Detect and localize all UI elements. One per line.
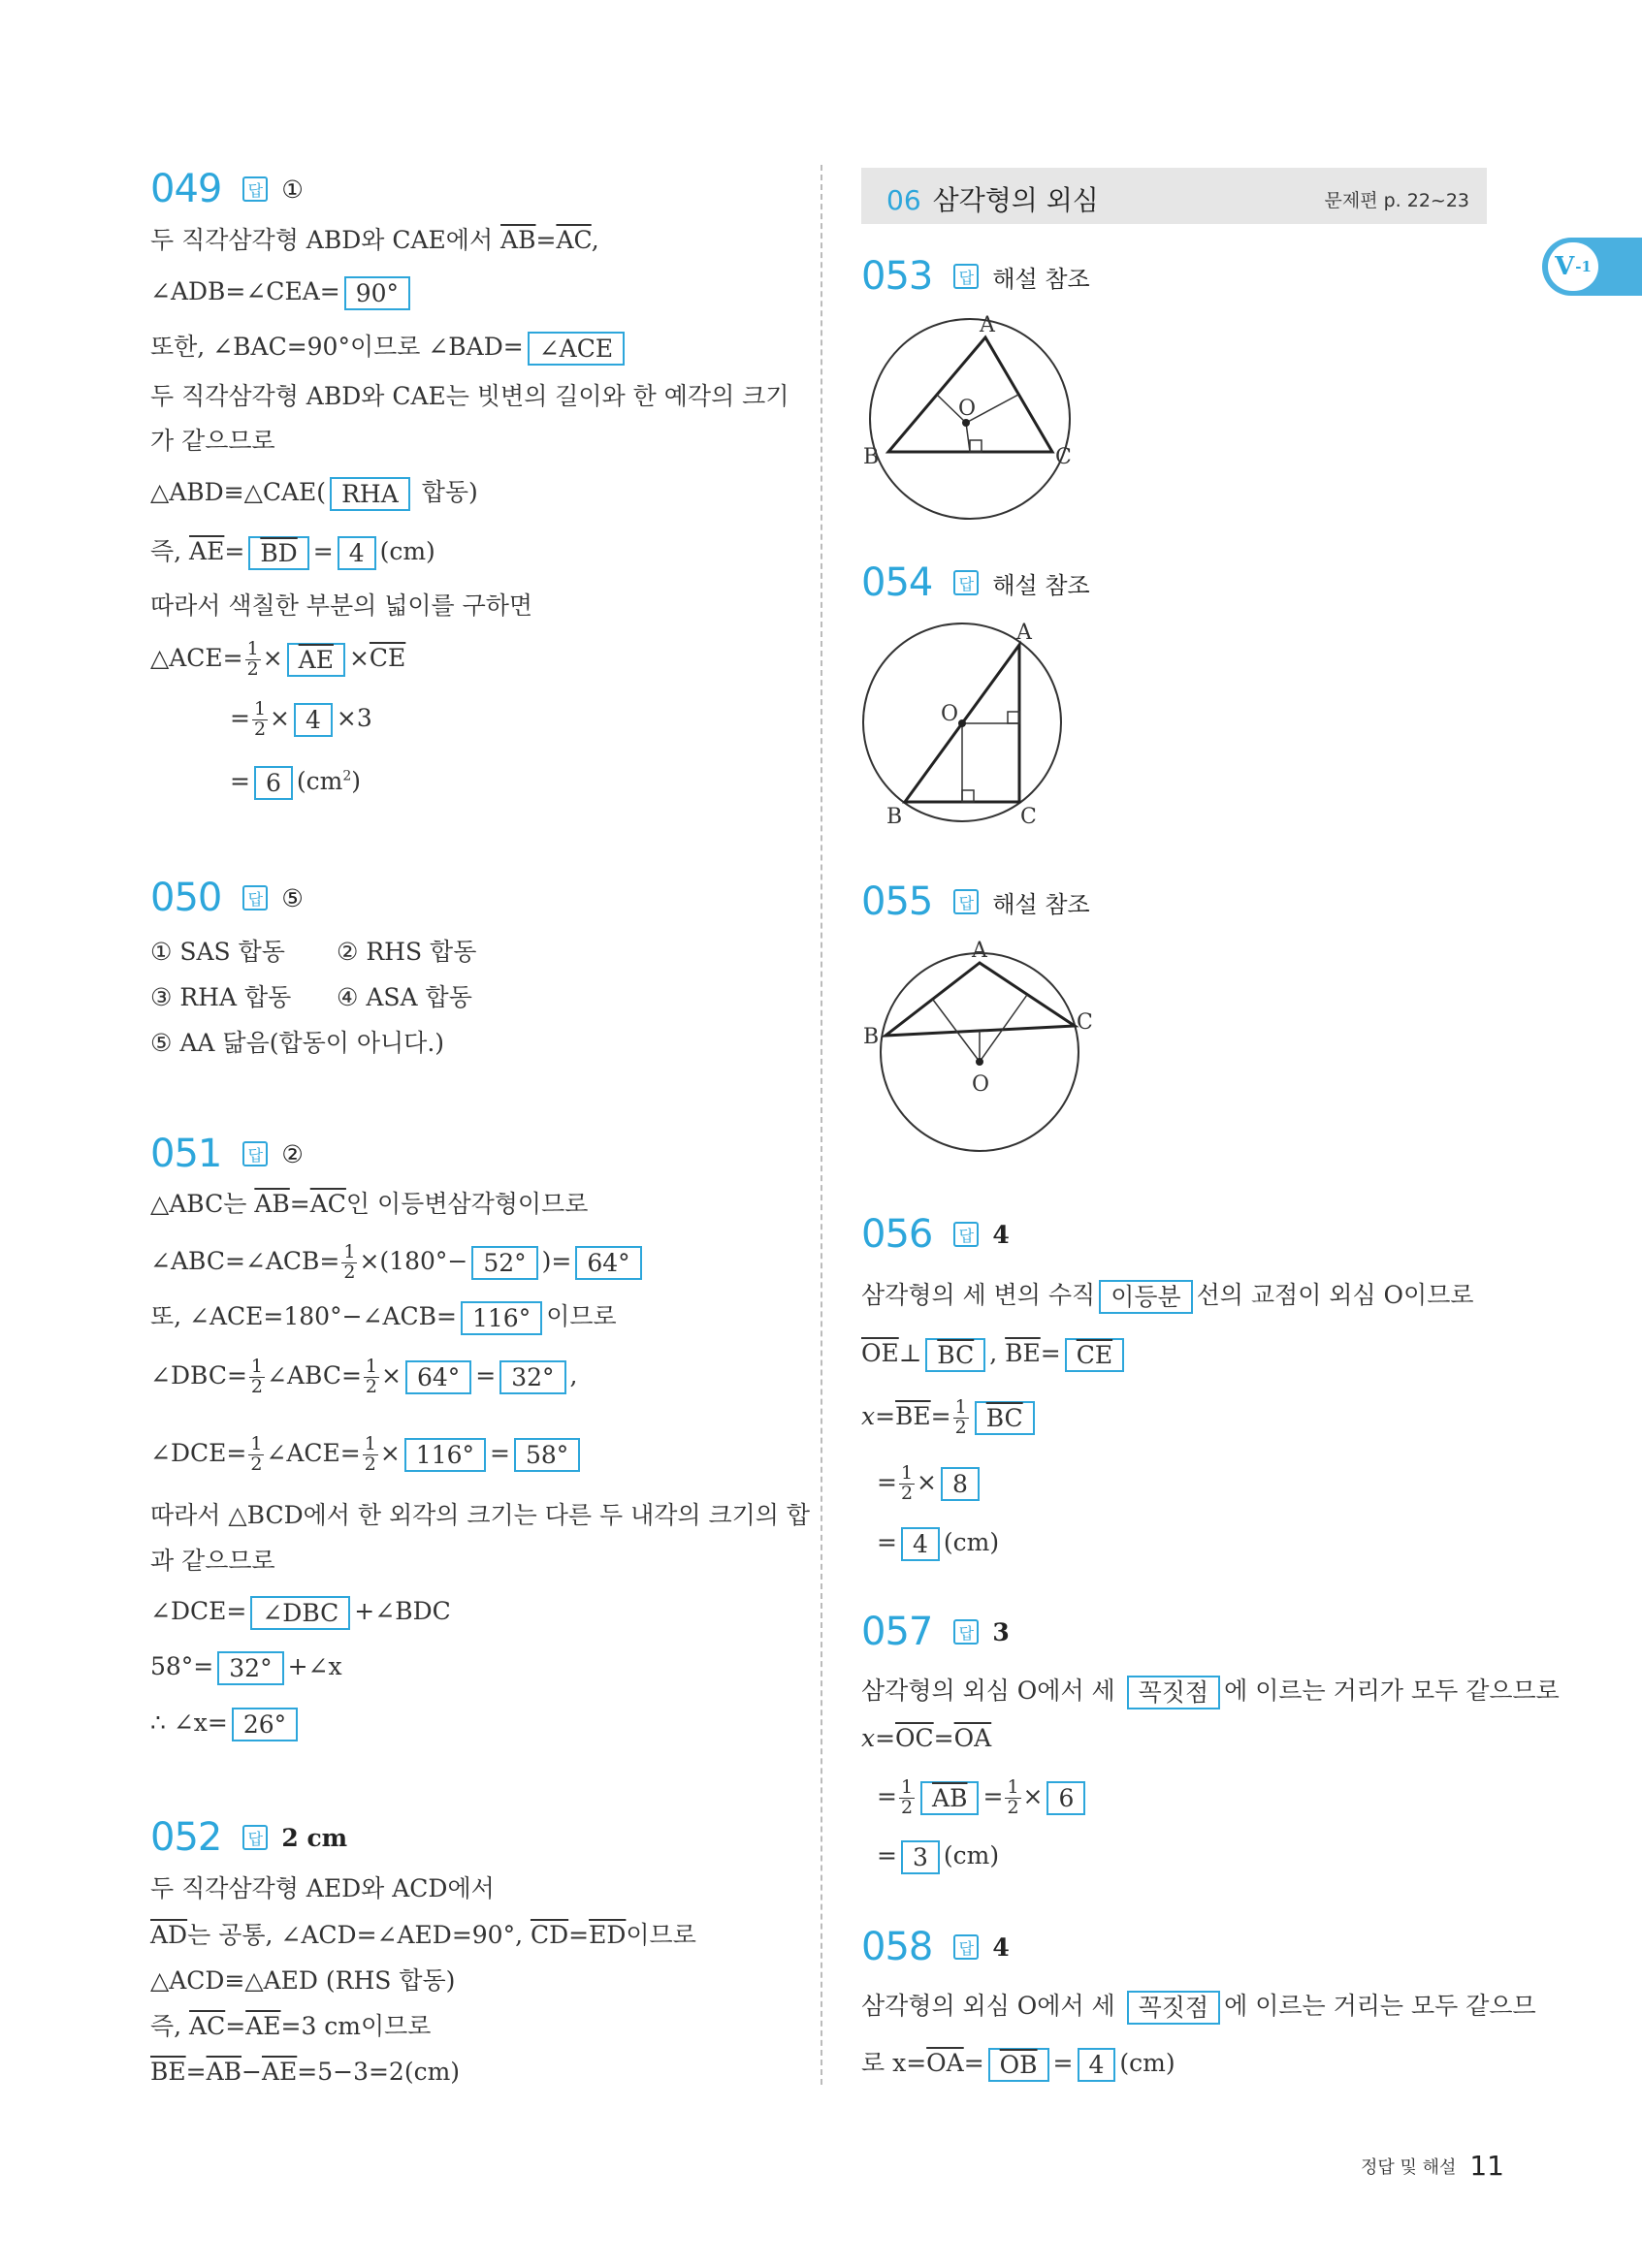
page-footer	[1361, 2150, 1504, 2182]
answer-blank: $\overline{AE}$	[287, 643, 345, 677]
solution-line: = $\frac{1}{2}$ × 4 ×3	[230, 698, 372, 740]
option-3: ③ RHA 합동	[150, 983, 292, 1011]
label-b: B	[886, 805, 903, 829]
solution-line: $x=\overline{BE}=$ $\frac{1}{2}$ $\overline{BC}$	[861, 1398, 1039, 1438]
right-angle-mark	[1008, 712, 1019, 723]
label-a: A	[972, 939, 987, 963]
answer-value: 3	[992, 1617, 1010, 1646]
solution-line: ∠DCE= ∠DBC +∠BDC	[150, 1596, 451, 1630]
answer-value: ①	[281, 175, 304, 204]
answer-blank: 32°	[217, 1651, 283, 1685]
solution-line: = 4 (cm)	[877, 1527, 999, 1561]
chapter-label: V -1	[1548, 242, 1598, 291]
solution-line: 삼각형의 외심 O에서 세 꼭짓점 에 이르는 거리는 모두 같으므	[861, 1991, 1536, 2025]
answer-blank: 꼭짓점	[1127, 1991, 1220, 2025]
answer-blank: 58°	[514, 1438, 580, 1472]
solution-line: $\overline{BE}=\overline{AB}-\overline{AE}=5-3=2(cm)$	[150, 2058, 461, 2086]
solution-line: △ABC는 $\overline{AB}=\overline{AC}$인 이등변삼각형이므로	[150, 1190, 589, 1218]
figure-055	[861, 936, 1094, 1168]
answer-blank: $\overline{OB}$	[988, 2048, 1049, 2082]
answer-icon: 답	[242, 1141, 268, 1166]
answer-blank: 4	[338, 536, 376, 570]
solution-line: 두 직각삼각형 ABD와 CAE는 빗변의 길이와 한 예각의 크기	[150, 382, 789, 410]
problem-054-header	[861, 560, 1090, 605]
answer-blank: $\overline{CE}$	[1065, 1338, 1124, 1372]
solution-line: ∴ ∠x= 26°	[150, 1708, 302, 1741]
answer-blank: 4	[901, 1527, 940, 1561]
answer-blank: 4	[294, 703, 333, 737]
option-4: ④ ASA 합동	[337, 983, 472, 1011]
label-b: B	[863, 1025, 880, 1049]
solution-line: 두 직각삼각형 ABD와 CAE에서 $\overline{AB}=\overline{AC}$,	[150, 226, 599, 254]
answer-blank: ∠DBC	[250, 1596, 350, 1630]
problem-number: 051	[150, 1132, 222, 1176]
answer-value: 해설 참조	[992, 571, 1090, 599]
label-c: C	[1055, 445, 1072, 469]
answer-blank: $\overline{AB}$	[920, 1781, 979, 1815]
problem-053-header	[861, 254, 1090, 299]
problem-number: 055	[861, 879, 933, 924]
answer-icon: 답	[953, 1222, 979, 1247]
solution-line: 또, ∠ACE=180°−∠ACB= 116° 이므로	[150, 1301, 617, 1335]
answer-blank: 32°	[499, 1360, 565, 1394]
label-c: C	[1020, 805, 1037, 829]
figure-053	[861, 310, 1075, 524]
answer-blank: 이등분	[1099, 1280, 1192, 1314]
answer-blank: 64°	[405, 1360, 471, 1394]
answer-blank: 3	[901, 1840, 940, 1874]
answer-value: 4	[992, 1220, 1010, 1249]
chapter-tab	[1542, 238, 1642, 296]
solution-line: = $\frac{1}{2}$ × 8	[877, 1464, 983, 1504]
solution-line: = $\frac{1}{2}$ $\overline{AB}$ = $\frac{1}{2}$ × 6	[877, 1778, 1089, 1818]
problem-number: 050	[150, 876, 222, 920]
answer-value: 4	[992, 1933, 1010, 1962]
answer-blank: 꼭짓점	[1127, 1676, 1220, 1709]
solution-line: ∠DCE= $\frac{1}{2}$ ∠ACE= $\frac{1}{2}$ × 116° = 58°	[150, 1435, 584, 1475]
triangle-abc	[885, 963, 1075, 1036]
answer-value: ⑤	[281, 883, 304, 912]
solution-line: 따라서 △BCD에서 한 외각의 크기는 다른 두 내각의 크기의 합	[150, 1501, 811, 1529]
label-o: O	[941, 702, 959, 726]
answer-value: 해설 참조	[992, 265, 1090, 293]
solution-line: 58°= 32° +∠x	[150, 1651, 342, 1685]
label-b: B	[863, 445, 880, 469]
solution-line: △ACD≡△AED (RHS 합동)	[150, 1966, 456, 1995]
answer-icon: 답	[242, 885, 268, 910]
solution-line: = 6 $(cm^2)$	[230, 766, 361, 800]
answer-blank: 116°	[404, 1438, 486, 1472]
label-a: A	[980, 313, 995, 337]
answer-value: 해설 참조	[992, 890, 1090, 918]
solution-line: $\overline{OE}\perp$ $\overline{BC}$ , $\overline{BE}= \overline{CE}$	[861, 1338, 1128, 1372]
solution-line: 로 $x=\overline{OA}= \overline{OB} = 4$ (cm)	[861, 2048, 1175, 2082]
right-angle-mark	[962, 790, 974, 802]
answer-value: 2 cm	[281, 1823, 348, 1852]
answer-icon: 답	[953, 889, 979, 914]
problem-number: 058	[861, 1925, 933, 1969]
label-a: A	[1016, 621, 1032, 645]
section-header	[861, 168, 1487, 224]
answer-icon: 답	[242, 176, 268, 202]
solution-line: $x=\overline{OC}=\overline{OA}$	[861, 1724, 992, 1752]
center-o	[958, 719, 966, 727]
solution-line: 삼각형의 세 변의 수직 이등분 선의 교점이 외심 O이므로	[861, 1280, 1474, 1314]
answer-blank: $\overline{BC}$	[975, 1401, 1035, 1435]
option-1: ① SAS 합동	[150, 938, 285, 966]
problem-052-header	[150, 1815, 347, 1860]
section-reference: 문제편 p. 22~23	[1324, 190, 1469, 211]
answer-blank: 52°	[471, 1246, 537, 1280]
answer-icon: 답	[953, 570, 979, 595]
answer-blank: $\overline{BD}$	[248, 536, 308, 570]
page-number: 11	[1469, 2150, 1504, 2182]
figure-054	[861, 618, 1075, 831]
answer-blank: 4	[1078, 2048, 1116, 2082]
answer-blank: 116°	[461, 1301, 542, 1335]
problem-number: 049	[150, 167, 222, 211]
answer-blank: RHA	[330, 477, 410, 511]
problem-050-header	[150, 876, 304, 920]
problem-051-header	[150, 1132, 304, 1176]
section-title: 06 삼각형의 외심	[886, 184, 1099, 216]
label-c: C	[1077, 1010, 1093, 1035]
solution-line: 즉, $\overline{AC}=\overline{AE}=3$ cm이므로	[150, 2012, 432, 2040]
footer-label: 정답 및 해설	[1360, 2156, 1457, 2178]
center-o	[976, 1058, 983, 1066]
answer-icon: 답	[953, 1619, 979, 1645]
answer-blank: 6	[254, 766, 293, 800]
solution-line: ∠ADB=∠CEA= 90°	[150, 276, 414, 310]
problem-number: 056	[861, 1212, 933, 1257]
solution-line: ∠DBC= $\frac{1}{2}$ ∠ABC= $\frac{1}{2}$ × 64° = 32° ,	[150, 1356, 578, 1397]
column-divider	[821, 165, 822, 2085]
option-5: ⑤ AA 닮음(합동이 아니다.)	[150, 1029, 445, 1057]
solution-line: 과 같으므로	[150, 1547, 275, 1575]
answer-blank: 64°	[575, 1246, 641, 1280]
solution-line: = 3 (cm)	[877, 1840, 999, 1874]
answer-icon: 답	[242, 1825, 268, 1850]
answer-blank: $\overline{BC}$	[925, 1338, 985, 1372]
triangle-abc	[888, 337, 1052, 452]
answer-icon: 답	[953, 264, 979, 289]
problem-number: 052	[150, 1815, 222, 1860]
problem-056-header	[861, 1212, 1010, 1257]
answer-blank: 90°	[344, 276, 410, 310]
solution-line: 가 같으므로	[150, 427, 275, 455]
solution-line: $\overline{AD}$는 공통, ∠ACD=∠AED=90°, $\overline{CD}=\overline{ED}$이므로	[150, 1921, 696, 1949]
option-2: ② RHS 합동	[337, 938, 477, 966]
problem-number: 057	[861, 1610, 933, 1654]
solution-line: 두 직각삼각형 AED와 ACD에서	[150, 1874, 495, 1902]
answer-blank: 6	[1046, 1781, 1085, 1815]
solution-line: 따라서 색칠한 부분의 넓이를 구하면	[150, 591, 533, 620]
solution-line: 즉, $\overline{AE}= \overline{BD} = 4$ (cm)	[150, 536, 435, 570]
problem-number: 053	[861, 254, 933, 299]
problem-number: 054	[861, 560, 933, 605]
answer-icon: 답	[953, 1934, 979, 1960]
label-o: O	[958, 397, 977, 421]
answer-blank: ∠ACE	[528, 332, 625, 366]
solution-line: 또한, ∠BAC=90°이므로 ∠BAD= ∠ACE	[150, 332, 628, 366]
problem-055-header	[861, 879, 1090, 924]
solution-line: △ACE= $\frac{1}{2}$ × $\overline{AE} \times\overline{CE}$	[150, 638, 406, 680]
answer-value: ②	[281, 1139, 304, 1168]
solution-line: ∠ABC=∠ACB= $\frac{1}{2}$ ×(180°− 52° )= 64°	[150, 1243, 646, 1283]
right-angle-mark	[970, 440, 982, 452]
answer-blank: 8	[941, 1467, 980, 1501]
problem-057-header	[861, 1610, 1010, 1654]
label-o: O	[972, 1072, 990, 1097]
answer-blank: 26°	[232, 1708, 298, 1741]
problem-049-header	[150, 167, 304, 211]
solution-line: △ABD≡△CAE( RHA 합동)	[150, 477, 478, 511]
problem-058-header	[861, 1925, 1010, 1969]
solution-line: 삼각형의 외심 O에서 세 꼭짓점 에 이르는 거리가 모두 같으므로	[861, 1676, 1560, 1709]
